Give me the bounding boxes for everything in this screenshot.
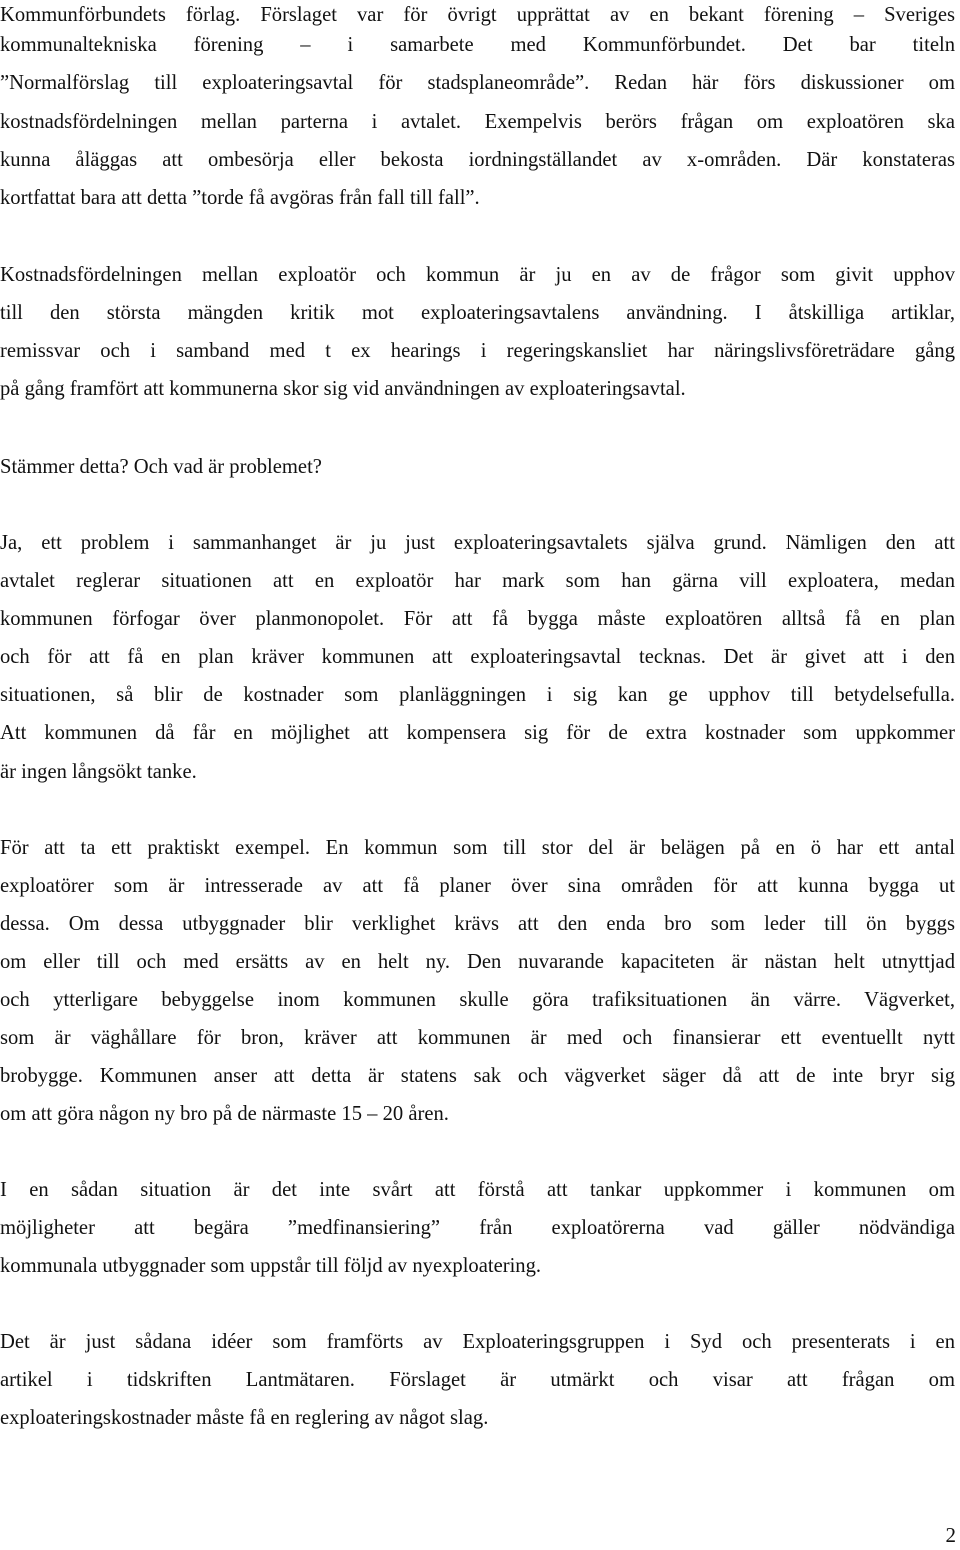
- text-line: kommunen förfogar över planmonopolet. För att få bygga måste exploatören alltså få en plan: [0, 608, 955, 630]
- text-line: om eller till och med ersätts av en helt ny. Den nuvarande kapaciteten är nästan helt utnyttjad: [0, 951, 955, 973]
- text-line: brobygge. Kommunen anser att detta är statens sak och vägverket säger då att de inte bryr sig: [0, 1065, 955, 1087]
- text-line: Kostnadsfördelningen mellan exploatör och kommun är ju en av de frågor som givit upphov: [0, 264, 955, 286]
- text-line: exploatörer som är intresserade av att få planer över sina områden för att kunna bygga ut: [0, 875, 955, 897]
- page-number: 2: [945, 1523, 956, 1547]
- text-line: artikel i tidskriften Lantmätaren. Förslaget är utmärkt och visar att frågan om: [0, 1369, 955, 1391]
- text-line: och ytterligare bebyggelse inom kommunen skulle göra trafiksituationen än värre. Vägverket,: [0, 989, 955, 1011]
- text-line: ”Normalförslag till exploateringsavtal för stadsplaneområde”. Redan här förs diskussioner om: [0, 72, 955, 94]
- text-line: på gång framfört att kommunerna skor sig vid användningen av exploateringsavtal.: [0, 378, 686, 400]
- text-line: kortfattat bara att detta ”torde få avgöras från fall till fall”.: [0, 187, 480, 209]
- text-line: kunna åläggas att ombesörja eller bekosta iordningställandet av x-områden. Där konstateras: [0, 149, 955, 171]
- text-line: Ja, ett problem i sammanhanget är ju just exploateringsavtalets själva grund. Nämligen den att: [0, 532, 955, 554]
- text-line: remissvar och i samband med t ex hearings i regeringskansliet har näringslivsföreträdare gång: [0, 340, 955, 362]
- text-line: avtalet reglerar situationen att en exploatör har mark som han gärna vill exploatera, medan: [0, 570, 955, 592]
- text-line: möjligheter att begära ”medfinansiering” från exploatörerna vad gäller nödvändiga: [0, 1217, 955, 1239]
- text-line: är ingen långsökt tanke.: [0, 761, 197, 783]
- text-line: kommunaltekniska förening – i samarbete med Kommunförbundet. Det bar titeln: [0, 34, 955, 56]
- text-line: till den största mängden kritik mot exploateringsavtalens användning. I åtskilliga artiklar,: [0, 302, 955, 324]
- text-line: exploateringskostnader måste få en reglering av något slag.: [0, 1407, 489, 1429]
- text-line: som är väghållare för bron, kräver att kommunen är med och finansierar ett eventuellt nytt: [0, 1027, 955, 1049]
- text-line: För att ta ett praktiskt exempel. En kommun som till stor del är belägen på en ö har ett antal: [0, 837, 955, 859]
- text-line: I en sådan situation är det inte svårt att förstå att tankar uppkommer i kommunen om: [0, 1179, 955, 1201]
- text-line: om att göra någon ny bro på de närmaste 15 – 20 åren.: [0, 1103, 449, 1125]
- text-line: dessa. Om dessa utbyggnader blir verklighet krävs att den enda bro som leder till ön byggs: [0, 913, 955, 935]
- text-line: Kommunförbundets förlag. Förslaget var för övrigt upprättat av en bekant förening – Sveriges: [0, 4, 955, 26]
- text-line: och för att få en plan kräver kommunen att exploateringsavtal tecknas. Det är givet att i den: [0, 646, 955, 668]
- text-line: Att kommunen då får en möjlighet att kompensera sig för de extra kostnader som uppkommer: [0, 722, 955, 744]
- text-line: Det är just sådana idéer som framförts av Exploateringsgruppen i Syd och presenterats i en: [0, 1331, 955, 1353]
- text-line: Stämmer detta? Och vad är problemet?: [0, 456, 322, 478]
- text-line: situationen, så blir de kostnader som planläggningen i sig kan ge upphov till betydelsefulla.: [0, 684, 955, 706]
- text-line: kostnadsfördelningen mellan parterna i avtalet. Exempelvis berörs frågan om exploatören ska: [0, 111, 955, 133]
- text-line: kommunala utbyggnader som uppstår till följd av nyexploatering.: [0, 1255, 542, 1277]
